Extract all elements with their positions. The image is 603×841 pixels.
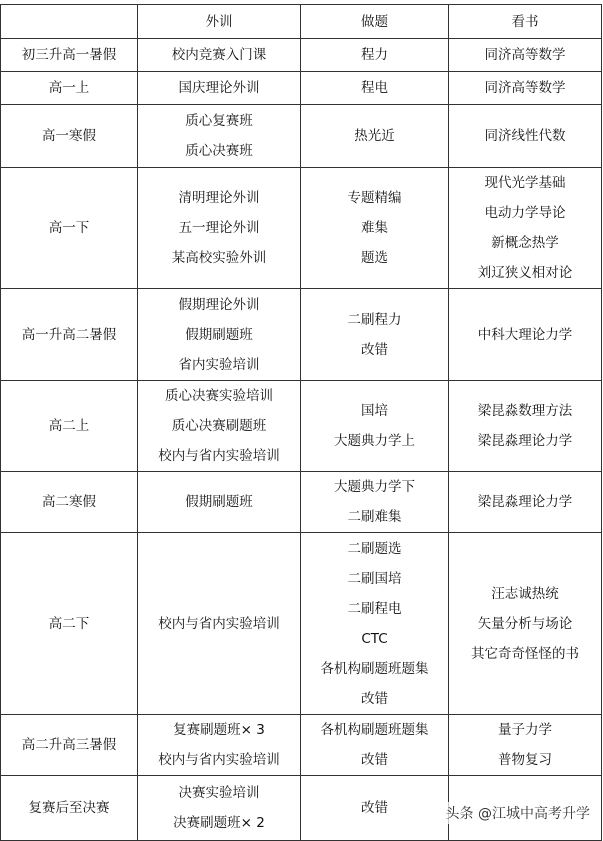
practice-item: 程力 (361, 47, 388, 63)
practice-item: 大题典力学上 (334, 433, 415, 449)
stage-cell: 高一下 (1, 168, 138, 289)
stage-cell: 初三升高一暑假 (1, 39, 138, 72)
practice-item: 大题典力学下 (334, 479, 415, 495)
training-cell (138, 776, 301, 841)
practice-item: 各机构刷题班题集 (320, 660, 429, 677)
reading-cell (449, 533, 602, 715)
reading-item: 同济高等数学 (484, 47, 566, 63)
training-item: 某高校实验外训 (171, 250, 267, 266)
reading-item: 电动力学导论 (484, 205, 566, 221)
table-row (1, 533, 602, 715)
practice-item: 国培 (361, 403, 388, 419)
training-item: 校内与省内实验培训 (158, 448, 280, 464)
table-row (1, 72, 602, 105)
training-item: 质心决赛刷题班 (171, 418, 267, 434)
reading-item: 量子力学 (498, 722, 552, 738)
training-item: 复赛刷题班× 3 (173, 722, 265, 738)
stage-cell: 高二下 (1, 533, 138, 715)
practice-cell (301, 533, 449, 715)
reading-item: 新概念热学 (491, 235, 559, 251)
reading-item: 刘辽狭义相对论 (477, 265, 573, 281)
reading-cell (449, 72, 602, 105)
practice-item: 改错 (361, 341, 388, 358)
training-cell (138, 381, 301, 472)
training-item: 五一理论外训 (178, 220, 260, 236)
training-cell (138, 105, 301, 168)
practice-item: 难集 (361, 220, 388, 236)
table-row (1, 289, 602, 381)
training-cell (138, 715, 301, 776)
stage-cell: 高二升高三暑假 (1, 715, 138, 776)
header-cell-practice: 做题 (301, 5, 449, 39)
training-item: 决赛实验培训 (178, 785, 260, 801)
reading-cell (449, 381, 602, 472)
table-row (1, 715, 602, 776)
practice-item: 二刷程电 (347, 600, 402, 617)
training-item: 校内与省内实验培训 (158, 752, 280, 768)
training-item: 校内与省内实验培训 (158, 615, 280, 632)
reading-item: 汪志诚热统 (491, 585, 559, 602)
training-item: 清明理论外训 (178, 190, 260, 206)
table-row (1, 39, 602, 72)
reading-item: 同济线性代数 (484, 128, 566, 144)
table-row (1, 472, 602, 533)
training-cell (138, 39, 301, 72)
practice-cell (301, 715, 449, 776)
stage-cell: 高一升高二暑假 (1, 289, 138, 381)
training-item: 质心决赛班 (185, 143, 253, 159)
practice-cell (301, 39, 449, 72)
training-cell (138, 472, 301, 533)
training-item: 校内竞赛入门课 (171, 47, 267, 63)
table-row (1, 168, 602, 289)
training-item: 假期理论外训 (178, 296, 260, 313)
reading-item: 同济高等数学 (484, 80, 566, 96)
practice-cell (301, 105, 449, 168)
practice-item: 题选 (361, 250, 388, 266)
training-item: 省内实验培训 (178, 356, 260, 373)
reading-cell (449, 715, 602, 776)
reading-cell (449, 472, 602, 533)
practice-cell (301, 472, 449, 533)
training-item: 质心复赛班 (185, 113, 253, 129)
table-row (1, 105, 602, 168)
watermark-account: @江城中高考升学 (478, 806, 590, 822)
practice-item: 各机构刷题班题集 (320, 722, 429, 738)
reading-cell (449, 39, 602, 72)
watermark (443, 802, 593, 824)
reading-item: 现代光学基础 (484, 175, 566, 191)
training-item: 质心决赛实验培训 (165, 388, 273, 404)
practice-item: 改错 (361, 800, 388, 816)
reading-item: 其它奇奇怪怪的书 (471, 645, 579, 662)
training-item: 假期刷题班 (185, 326, 253, 343)
practice-item: CTC (361, 630, 388, 647)
training-cell (138, 289, 301, 381)
practice-item: 热光近 (354, 128, 395, 144)
training-item: 决赛刷题班× 2 (173, 815, 265, 831)
stage-cell: 复赛后至决赛 (1, 776, 138, 841)
header-row (1, 5, 602, 39)
training-cell (138, 72, 301, 105)
stage-cell: 高一寒假 (1, 105, 138, 168)
header-cell-reading: 看书 (449, 5, 602, 39)
reading-cell (449, 289, 602, 381)
watermark-lead: 头条 (445, 806, 474, 822)
practice-cell (301, 168, 449, 289)
header-cell-stage (1, 5, 138, 39)
reading-cell (449, 168, 602, 289)
stage-cell: 高一上 (1, 72, 138, 105)
practice-item: 改错 (361, 690, 388, 707)
training-cell (138, 533, 301, 715)
practice-cell (301, 776, 449, 841)
practice-item: 程电 (361, 80, 388, 96)
practice-item: 专题精编 (347, 190, 402, 206)
training-item: 假期刷题班 (185, 494, 253, 510)
reading-item: 矢量分析与场论 (477, 615, 573, 632)
stage-cell: 高二上 (1, 381, 138, 472)
table-row (1, 381, 602, 472)
practice-item: 二刷程力 (347, 311, 402, 328)
study-plan-table (0, 4, 602, 841)
header-cell-training: 外训 (138, 5, 301, 39)
training-cell (138, 168, 301, 289)
practice-cell (301, 72, 449, 105)
reading-item: 中科大理论力学 (477, 326, 573, 343)
training-item: 国庆理论外训 (178, 80, 260, 96)
stage-cell: 高二寒假 (1, 472, 138, 533)
reading-item: 梁昆淼理论力学 (477, 494, 573, 510)
practice-item: 改错 (361, 752, 388, 768)
reading-item: 梁昆淼理论力学 (477, 433, 573, 449)
practice-item: 二刷难集 (347, 509, 402, 525)
table-body (1, 5, 602, 841)
practice-cell (301, 381, 449, 472)
practice-item: 二刷国培 (347, 570, 402, 587)
practice-cell (301, 289, 449, 381)
reading-item: 梁昆淼数理方法 (477, 403, 573, 419)
reading-item: 普物复习 (498, 752, 552, 768)
practice-item: 二刷题选 (347, 540, 402, 557)
reading-cell (449, 105, 602, 168)
